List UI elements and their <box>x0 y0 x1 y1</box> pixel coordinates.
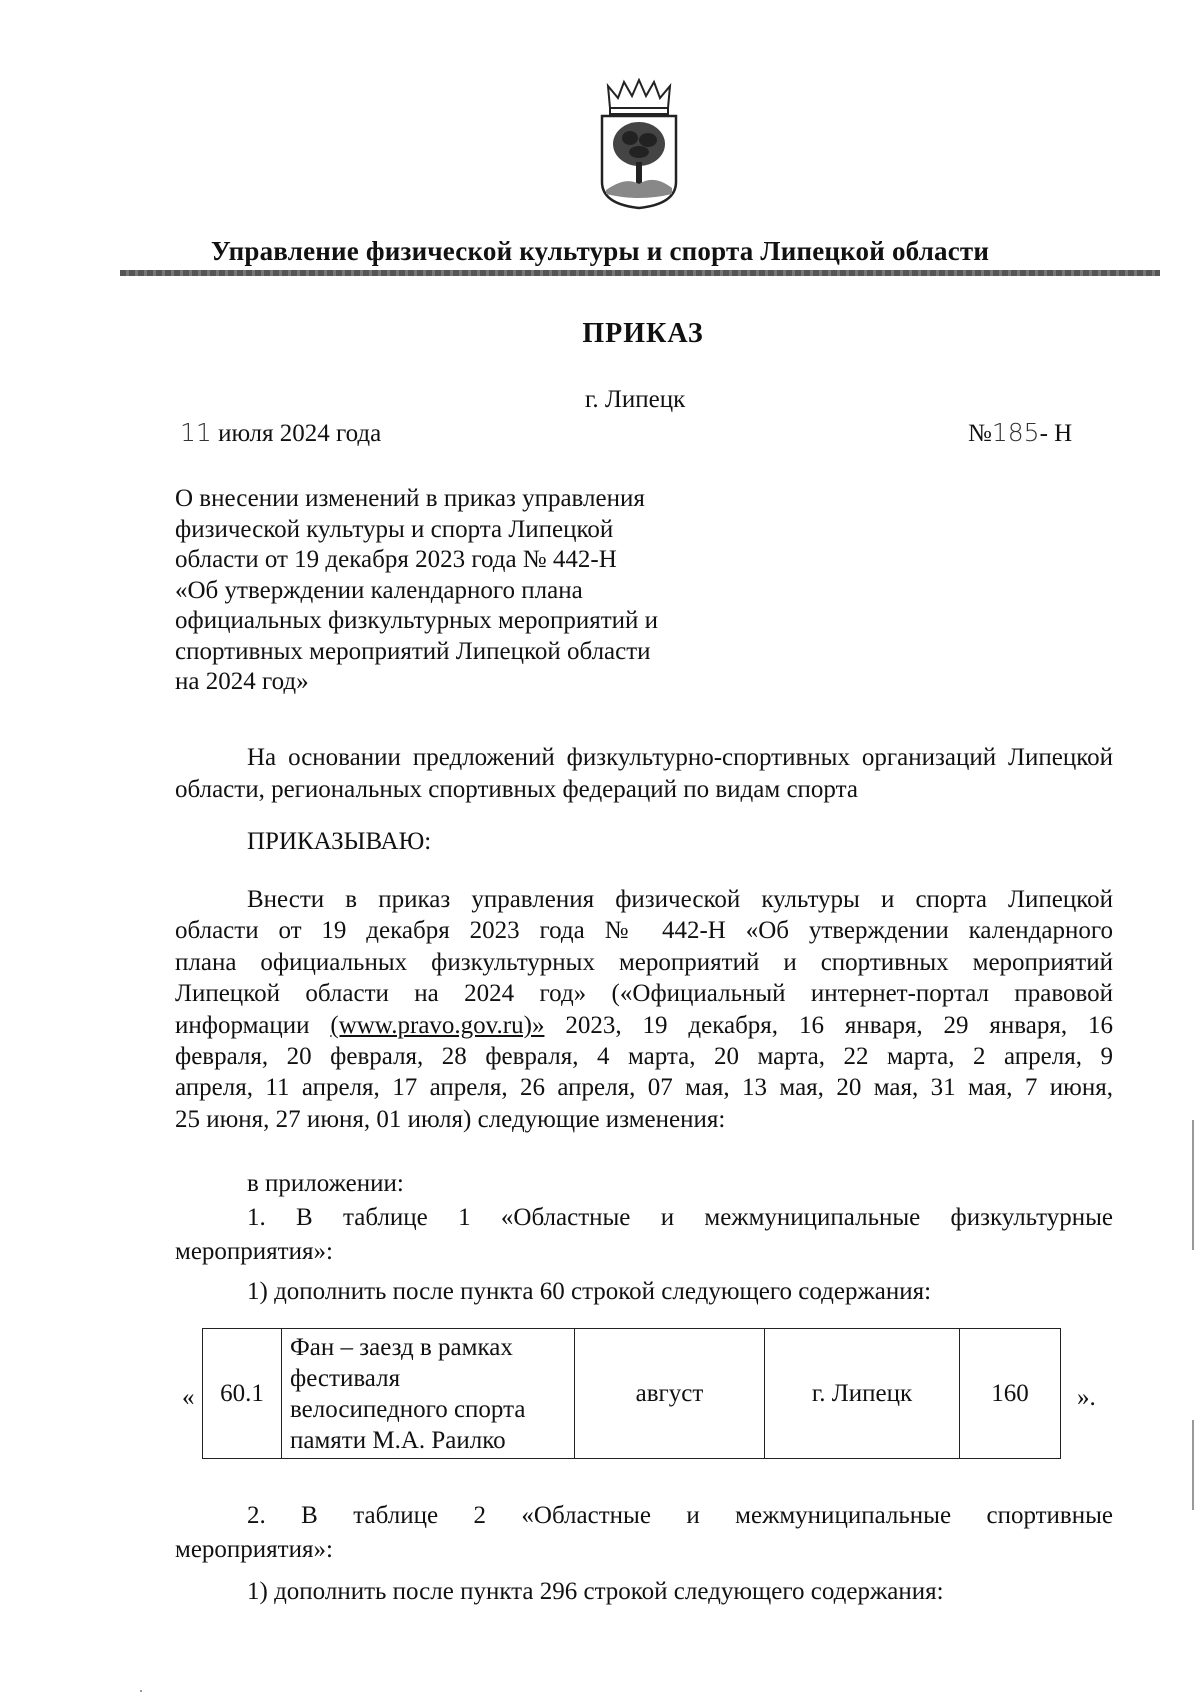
subject-line: О внесении изменений в приказ управления <box>175 485 645 512</box>
amendment-line: февраля, 20 февраля, 28 февраля, 4 марта, 20 марта, 22 марта, 2 апреля, 9 <box>175 1043 1113 1071</box>
item2-line1: 2. В таблице 2 «Областные и межмуниципальные спортивные <box>247 1502 1113 1529</box>
table-row <box>203 1329 1061 1459</box>
number-suffix: - Н <box>1039 420 1073 447</box>
item1-line2: мероприятия»: <box>175 1238 333 1265</box>
amendment-line-pre: информации <box>175 1011 331 1039</box>
event-name-line: фестиваля <box>290 1364 401 1392</box>
amendment-line: 25 июня, 27 июня, 01 июля) следующие изменения: <box>175 1105 726 1133</box>
amendment-line: плана официальных физкультурных мероприятий и спортивных мероприятий <box>175 948 1113 976</box>
amendment-line-post: 2023, 19 декабря, 16 января, 29 января, 16 <box>544 1011 1113 1039</box>
cell-month: август <box>575 1329 765 1459</box>
in-appendix: в приложении: <box>247 1170 404 1197</box>
subject-line: области от 19 декабря 2023 года № 442-Н <box>175 546 617 573</box>
city: г. Липецк <box>585 386 686 413</box>
table-close-quote: ». <box>1077 1384 1096 1411</box>
amendment-line <box>175 1010 1113 1041</box>
date-rest: июля 2024 года <box>211 420 382 447</box>
cell-number: 60.1 <box>203 1329 282 1459</box>
event-name-line: памяти М.А. Раилко <box>290 1426 506 1454</box>
item2-sub: 1) дополнить после пункта 296 строкой следующего содержания: <box>247 1578 944 1605</box>
cell-event-name <box>282 1329 575 1459</box>
event-name-line: Фан – заезд в рамках <box>290 1333 513 1361</box>
subject-line: официальных физкультурных мероприятий и <box>175 607 659 634</box>
subject-line: спортивных мероприятий Липецкой области <box>175 637 651 665</box>
order-number <box>968 418 1072 448</box>
basis-paragraph: На основании предложений физкультурно-спортивных организаций Липецкой области, региональных спортивных федераций по видам спорта <box>175 744 1113 803</box>
number-prefix: № <box>968 420 992 447</box>
item1-line1: 1. В таблице 1 «Областные и межмуниципальные физкультурные <box>247 1204 1113 1231</box>
table-open-quote: « <box>182 1384 195 1411</box>
agency-name: Управление физической культуры и спорта Липецкой области <box>210 236 990 266</box>
event-name-line: велосипедного спорта <box>290 1395 526 1423</box>
scan-edge-mark <box>1192 1420 1194 1510</box>
subject-line: «Об утверждении календарного плана <box>175 576 583 604</box>
item1-sub: 1) дополнить после пункта 60 строкой следующего содержания: <box>247 1278 932 1305</box>
amendment-line: Внести в приказ управления физической культуры и спорта Липецкой <box>247 886 1113 913</box>
scan-speck <box>140 1690 142 1692</box>
item2-line2: мероприятия»: <box>175 1536 333 1563</box>
amendment-line: Липецкой области на 2024 год» («Официальный интернет-портал правовой <box>175 980 1113 1008</box>
order-date <box>180 418 381 448</box>
amendment-paragraph <box>175 884 1113 1135</box>
cell-place: г. Липецк <box>765 1329 960 1459</box>
header-divider <box>120 270 1160 276</box>
amendment-line: области от 19 декабря 2023 года № 442-Н «Об утверждении календарного <box>175 917 1113 945</box>
subject-line: физической культуры и спорта Липецкой <box>175 515 614 543</box>
order-word: ПРИКАЗЫВАЮ: <box>247 828 432 855</box>
cell-count: 160 <box>960 1329 1061 1459</box>
order-subject <box>175 484 735 698</box>
document-type: ПРИКАЗ <box>582 318 704 349</box>
handwritten-day: 11 <box>180 418 212 447</box>
amendment-line: апреля, 11 апреля, 17 апреля, 26 апреля, 07 мая, 13 мая, 20 мая, 31 мая, 7 июня, <box>175 1074 1113 1102</box>
lipetsk-coat-of-arms-icon <box>596 78 682 210</box>
handwritten-number: 185 <box>991 418 1040 447</box>
events-table <box>202 1328 1061 1459</box>
scan-edge-mark <box>1192 1120 1194 1250</box>
subject-line: на 2024 год» <box>175 668 309 695</box>
pravo-link[interactable]: (www.pravo.gov.ru)» <box>330 1011 545 1039</box>
